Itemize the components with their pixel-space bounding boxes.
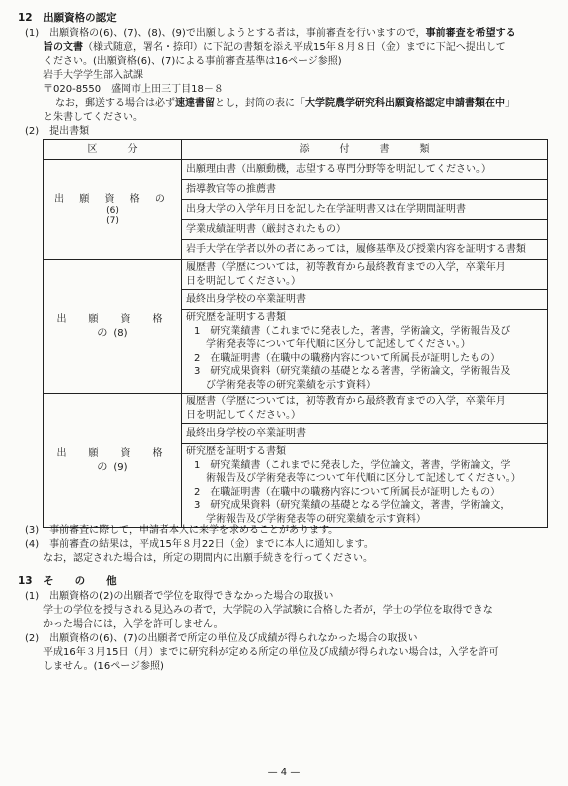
doc-graduation-certificate: 最終出身学校の卒業証明書: [182, 424, 548, 444]
research-item-2: 2 在職証明書（在職中の職務内容について所属長が証明したもの）: [194, 352, 501, 364]
research-item-3: 3 研究成果資料（研究業績の基礎となる著書，学術論文，学術報告及: [194, 366, 511, 377]
mail-text-c: とし，封筒の表に「: [215, 98, 305, 109]
resume-line-2: 日を明記してください。）: [186, 409, 301, 421]
doc-resume: [182, 260, 548, 290]
doc-application-reason: 出願理由書（出願動機，志望する専門分野等を明記してください。）: [182, 160, 548, 180]
office-name: 岩手大学学生部入試課: [43, 70, 143, 81]
doc-research-history: [182, 444, 548, 528]
research-item-2: 2 在職証明書（在職中の職務内容について所属長が証明したもの）: [194, 486, 501, 498]
table-row: [44, 160, 548, 180]
office-address: 〒020-8550 盛岡市上田三丁目18－８: [43, 84, 224, 95]
doc-research-history: [182, 310, 548, 394]
section-13-item-2-body-1: 平成16年３月15日（月）までに研究科が定める所定の単位及び成績が得られない場合は，入学を許可: [43, 647, 499, 658]
para-1-emphasis: 事前審査を希望する: [425, 28, 516, 39]
section-13-item-2-body-2: しません。(16ページ参照): [43, 661, 164, 672]
para-1-emphasis-2: 旨の文書: [43, 42, 83, 53]
category-num-6: (6): [106, 206, 119, 217]
resume-line-1: 履歴書（学歴については，初等教育から最終教育までの入学，卒業年月: [186, 262, 506, 273]
header-category: 区 分: [44, 140, 182, 160]
para-1-line-3: ください。(出願資格(6)、(7)による事前審査基準は16ページ参照): [43, 56, 342, 67]
research-item-1-cont: 学術発表等について年代順に区分して記述してください。）: [206, 339, 471, 350]
resume-line-1: 履歴書（学歴については，初等教育から最終教育までの入学，卒業年月: [186, 396, 506, 407]
para-3: (3) 事前審査に際して，申請者本人に来学を求めることがあります。: [25, 525, 339, 536]
table-row: [44, 394, 548, 424]
para-1-line-1: [25, 27, 516, 41]
section-13-title: 13 そ の 他: [18, 575, 117, 587]
required-documents-table: [43, 139, 548, 528]
doc-graduation-certificate: 最終出身学校の卒業証明書: [182, 290, 548, 310]
page-number: — 4 —: [267, 767, 301, 778]
table-row: [44, 260, 548, 290]
mail-text-a: なお，郵送する場合は必ず: [55, 98, 175, 109]
research-item-1: 1 研究業績書（これまでに発表した，学位論文，著書，学術論文，学: [194, 459, 511, 471]
category-9: [44, 394, 185, 528]
category-label: 出 願 資 格 の: [54, 193, 171, 205]
research-title: 研究歴を証明する書類: [186, 446, 286, 457]
doc-transcript: 学業成績証明書（厳封されたもの）: [182, 220, 548, 240]
research-item-3-cont: び学術発表等の研究業績を示す資料）: [206, 379, 376, 391]
doc-recommendation: 指導教官等の推薦書: [182, 180, 548, 200]
mail-instruction-line-1: [55, 97, 515, 111]
mail-emphasis-express: 速達書留: [175, 98, 215, 109]
para-4-line-1: (4) 事前審査の結果は，平成15年８月22日（金）までに本人に通知します。: [25, 539, 374, 550]
research-item-3: 3 研究成果資料（研究業績の基礎となる学位論文，著書，学術論文，: [194, 500, 511, 511]
category-num-9: (9): [113, 461, 128, 473]
category-num-7: (7): [106, 216, 119, 227]
category-6-7: [44, 160, 182, 260]
doc-course-criteria: 岩手大学在学者以外の者にあっては，履修基準及び授業内容を証明する書類: [182, 240, 548, 260]
research-title: 研究歴を証明する書類: [186, 312, 286, 323]
header-documents: 添 付 書 類: [182, 140, 548, 160]
section-13-item-1-body-2: かった場合には，入学を許可しません。: [43, 619, 224, 630]
table-header-row: [44, 140, 548, 160]
category-num-8: (8): [113, 327, 128, 339]
para-1-text: (1) 出願資格の(6)、(7)、(8)、(9)で出願しようとする者は，事前審査を行いますので，: [25, 28, 426, 39]
section-13-item-1-title: (1) 出願資格の(2)の出願者で学位を取得できなかった場合の取扱い: [25, 591, 334, 602]
section-13-item-2-title: (2) 出願資格の(6)、(7)の出願者で所定の単位及び成績が得られなかった場合の取扱い: [25, 633, 418, 644]
para-1-line-2: [43, 41, 506, 55]
mail-emphasis-envelope: 大学院農学研究科出願資格認定申請書類在中: [305, 98, 505, 109]
category-numbers: [106, 206, 119, 226]
section-13-item-1-body-1: 学士の学位を授与される見込みの者で，大学院の入学試験に合格した者が，学士の学位を取得できな: [43, 605, 493, 616]
section-12-title: 12 出願資格の認定: [18, 12, 117, 24]
mail-instruction-line-2: と朱書してください。: [43, 112, 143, 123]
research-item-3-cont: 学術報告及び学術発表等の研究業績を示す資料）: [206, 513, 426, 525]
para-4-line-2: なお，認定された場合は，所定の期間内に出願手続きを行ってください。: [43, 553, 373, 564]
doc-enrollment-certificate: 出身大学の入学年月日を記した在学証明書又は在学期間証明書: [182, 200, 548, 220]
research-item-1-cont: 術報告及び学術発表等について年代順に区分して記述してください。）: [206, 473, 521, 484]
mail-text-e: 」: [505, 98, 515, 109]
doc-resume: [182, 394, 548, 424]
category-8: [44, 260, 185, 394]
para-1-text-2: （様式随意，署名・捺印）に下記の書類を添え平成15年８月８日（金）までに下記へ提出して: [83, 42, 506, 53]
category-label: 出 願 資 格 の: [56, 314, 185, 339]
resume-line-2: 日を明記してください。）: [186, 275, 301, 287]
category-label: 出 願 資 格 の: [56, 448, 185, 473]
research-item-1: 1 研究業績書（これまでに発表した，著書，学術論文，学術報告及び: [194, 325, 511, 337]
para-2-title: (2) 提出書類: [25, 126, 90, 137]
